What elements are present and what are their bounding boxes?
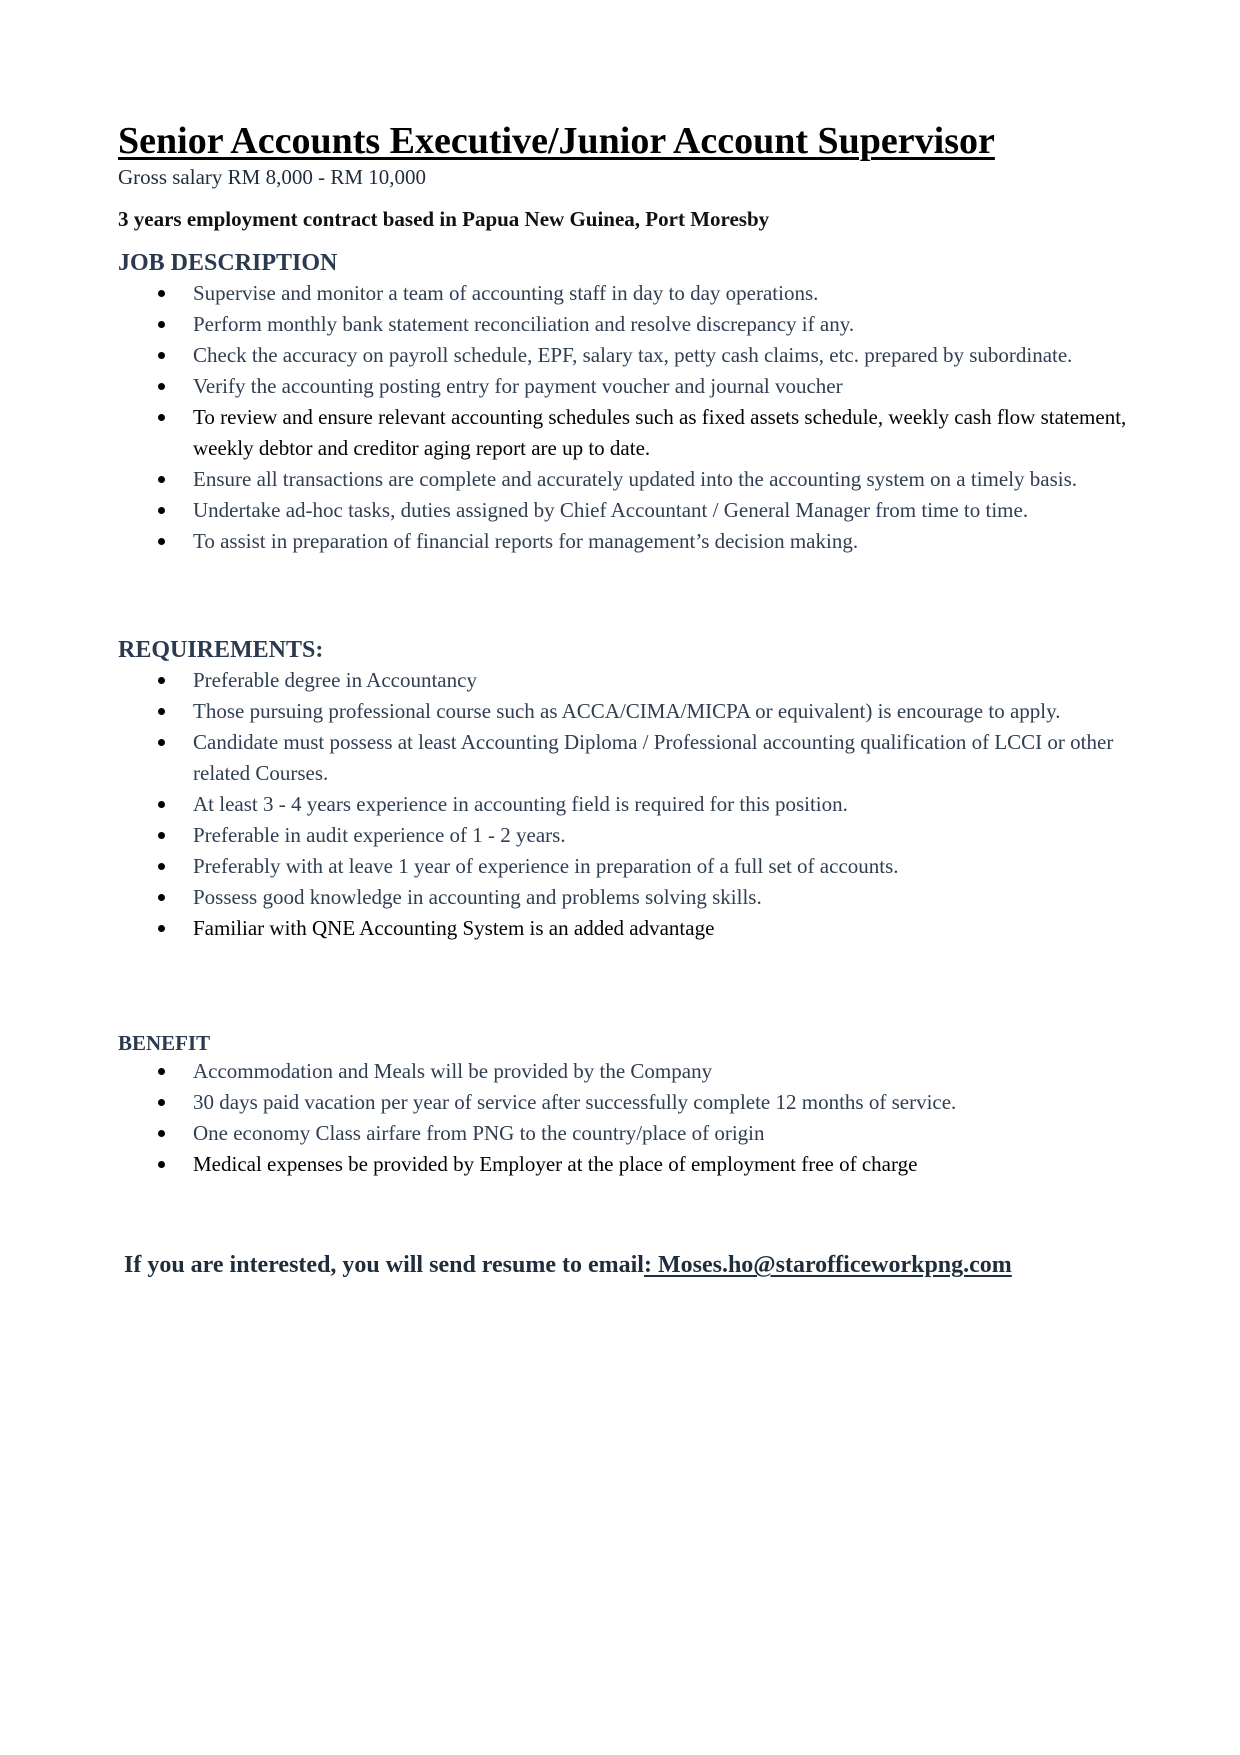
contact-line xyxy=(124,1250,1138,1280)
bullet-icon xyxy=(158,507,165,514)
bullet-icon xyxy=(158,894,165,901)
list-item-text: Preferably with at leave 1 year of experience in preparation of a full set of accounts. xyxy=(193,854,899,878)
bullet-icon xyxy=(158,925,165,932)
list-item xyxy=(118,495,1138,526)
list-item xyxy=(118,278,1138,309)
list-item-text: Supervise and monitor a team of accounting staff in day to day operations. xyxy=(193,281,819,305)
bullet-icon xyxy=(158,1161,165,1168)
list-item xyxy=(118,727,1138,789)
bullet-icon xyxy=(158,677,165,684)
list-item xyxy=(118,851,1138,882)
list-item-text: One economy Class airfare from PNG to the country/place of origin xyxy=(193,1121,765,1145)
list-item xyxy=(118,340,1138,371)
list-item-text: Preferable in audit experience of 1 - 2 years. xyxy=(193,823,566,847)
list-item xyxy=(118,402,1138,464)
list-item-text: Those pursuing professional course such as ACCA/CIMA/MICPA or equivalent) is encourage to apply. xyxy=(193,699,1061,723)
bullet-icon xyxy=(158,1099,165,1106)
list-item xyxy=(118,309,1138,340)
list-item xyxy=(118,526,1138,557)
list-item-text: Candidate must possess at least Accounting Diploma / Professional accounting qualification of LCCI or other related Courses. xyxy=(193,730,1114,785)
bullet-icon xyxy=(158,476,165,483)
bullet-icon xyxy=(158,321,165,328)
list-item-text: Ensure all transactions are complete and accurately updated into the accounting system on a timely basis. xyxy=(193,467,1078,491)
list-item-text: Accommodation and Meals will be provided by the Company xyxy=(193,1059,713,1083)
list-item xyxy=(118,464,1138,495)
job-description-list xyxy=(118,278,1138,557)
list-item-text: To assist in preparation of financial reports for management’s decision making. xyxy=(193,529,859,553)
contract-line: 3 years employment contract based in Papua New Guinea, Port Moresby xyxy=(118,207,770,231)
list-item-text: Preferable degree in Accountancy xyxy=(193,668,477,692)
list-item xyxy=(118,882,1138,913)
bullet-icon xyxy=(158,1130,165,1137)
list-item-text: 30 days paid vacation per year of service after successfully complete 12 months of service. xyxy=(193,1090,957,1114)
bullet-icon xyxy=(158,739,165,746)
list-item xyxy=(118,696,1138,727)
bullet-icon xyxy=(158,832,165,839)
bullet-icon xyxy=(158,383,165,390)
email-link[interactable]: : Moses.ho@starofficeworkpng.com xyxy=(643,1252,1012,1278)
list-item xyxy=(118,789,1138,820)
bullet-icon xyxy=(158,1068,165,1075)
bullet-icon xyxy=(158,538,165,545)
requirements-heading: REQUIREMENTS: xyxy=(118,637,324,663)
salary-line: Gross salary RM 8,000 - RM 10,000 xyxy=(118,165,426,189)
list-item xyxy=(118,913,1138,944)
list-item-text: To review and ensure relevant accounting schedules such as fixed assets schedule, weekly cash flow statement, weekly debtor and creditor aging report are up to date. xyxy=(193,405,1127,460)
list-item xyxy=(118,1087,1138,1118)
job-description-heading: JOB DESCRIPTION xyxy=(118,250,338,276)
list-item xyxy=(118,820,1138,851)
list-item-text: Check the accuracy on payroll schedule, EPF, salary tax, petty cash claims, etc. prepared by subordinate. xyxy=(193,343,1073,367)
list-item xyxy=(118,1149,1138,1180)
benefit-list xyxy=(118,1056,1138,1180)
list-item-text: Possess good knowledge in accounting and problems solving skills. xyxy=(193,885,762,909)
bullet-icon xyxy=(158,414,165,421)
list-item-text: Medical expenses be provided by Employer at the place of employment free of charge xyxy=(193,1152,918,1176)
bullet-icon xyxy=(158,863,165,870)
list-item-text: Familiar with QNE Accounting System is an added advantage xyxy=(193,916,715,940)
requirements-list xyxy=(118,665,1138,944)
bullet-icon xyxy=(158,352,165,359)
list-item xyxy=(118,371,1138,402)
list-item-text: Verify the accounting posting entry for payment voucher and journal voucher xyxy=(193,374,843,398)
list-item-text: Perform monthly bank statement reconciliation and resolve discrepancy if any. xyxy=(193,312,855,336)
list-item xyxy=(118,1056,1138,1087)
contact-text: If you are interested, you will send resume to email xyxy=(124,1252,644,1278)
list-item xyxy=(118,665,1138,696)
list-item-text: At least 3 - 4 years experience in accounting field is required for this position. xyxy=(193,792,848,816)
list-item xyxy=(118,1118,1138,1149)
bullet-icon xyxy=(158,290,165,297)
benefit-heading: BENEFIT xyxy=(118,1031,211,1055)
document-page xyxy=(118,118,1138,1280)
bullet-icon xyxy=(158,801,165,808)
job-title: Senior Accounts Executive/Junior Account Supervisor xyxy=(118,120,995,162)
bullet-icon xyxy=(158,708,165,715)
list-item-text: Undertake ad-hoc tasks, duties assigned by Chief Accountant / General Manager from time to time. xyxy=(193,498,1029,522)
